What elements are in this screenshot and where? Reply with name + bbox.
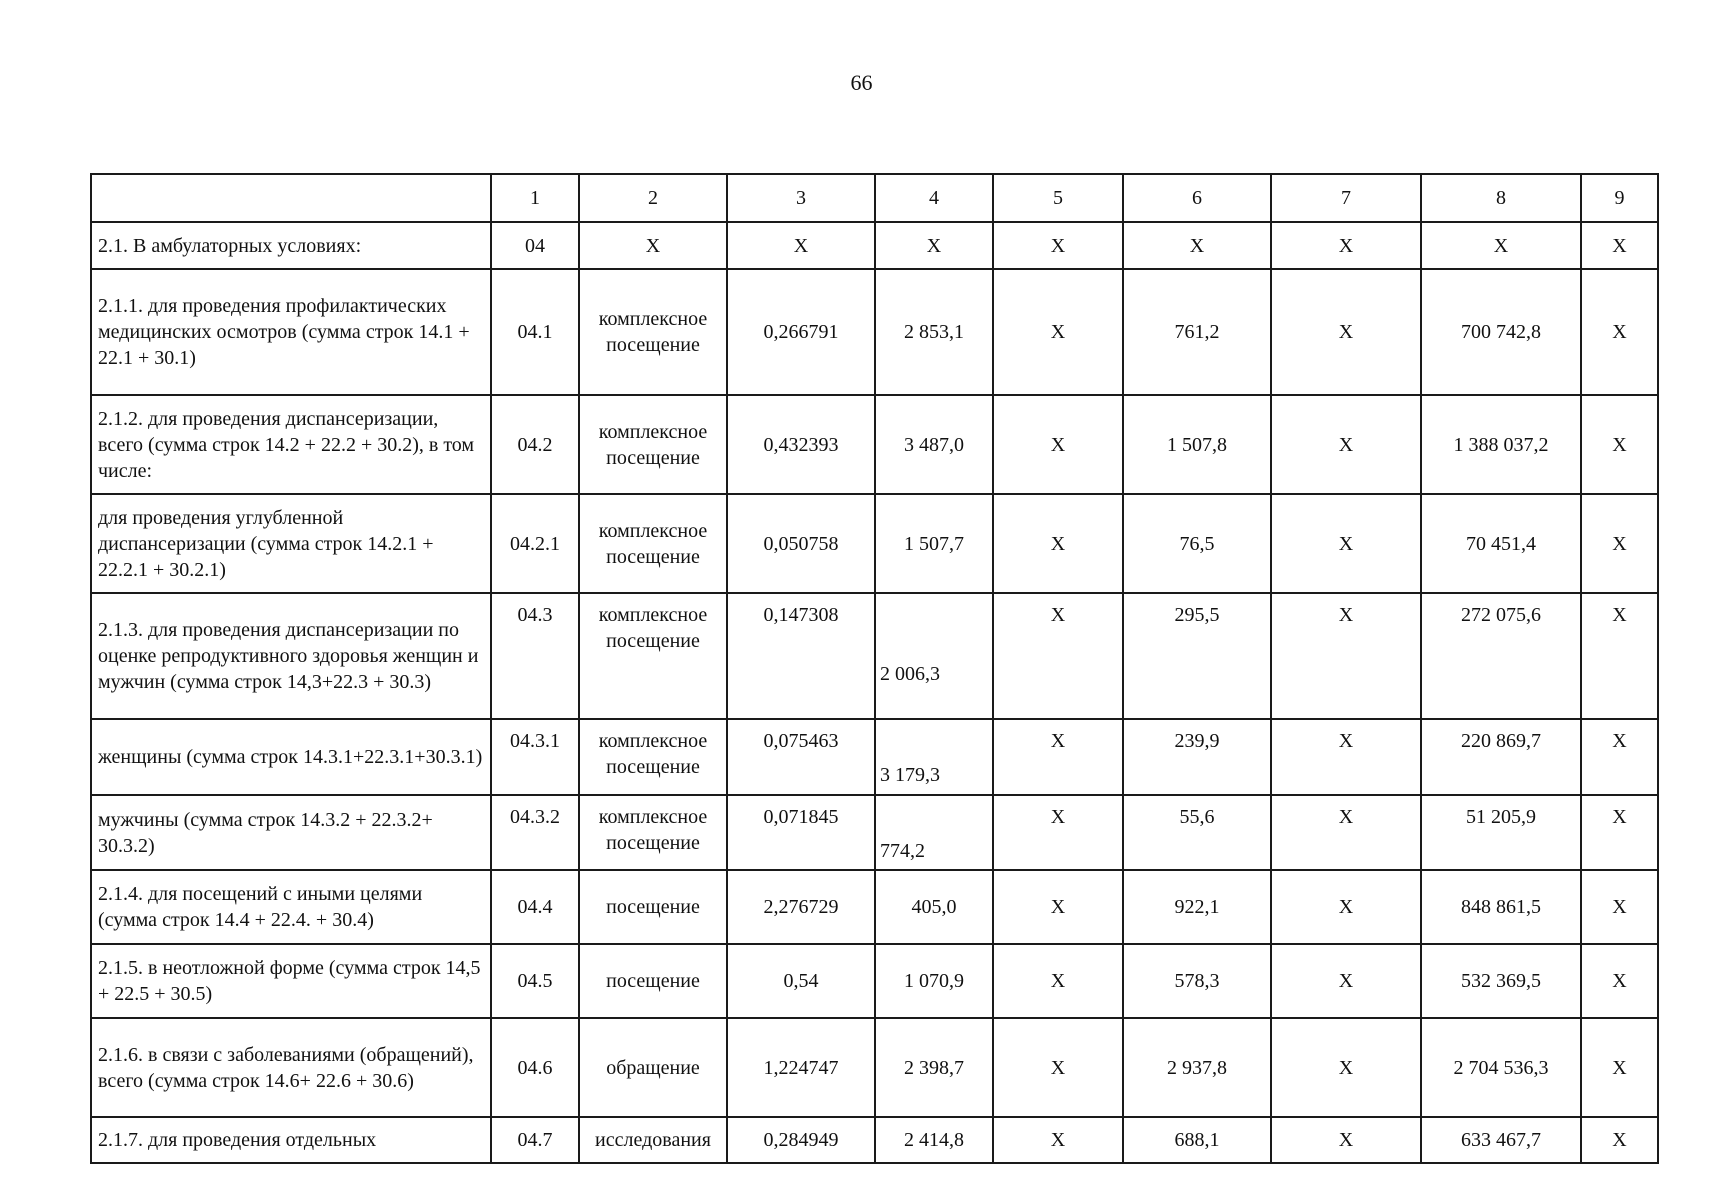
- cell-col-3: 0,54: [727, 944, 875, 1018]
- header-row: [91, 174, 1658, 222]
- cell-col-4: [875, 593, 993, 719]
- row-label: для проведения углубленной диспансеризации (сумма строк 14.2.1 + 22.2.1 + 30.2.1): [91, 494, 491, 593]
- cell-col-6: 55,6: [1123, 795, 1271, 870]
- row-label: 2.1.3. для проведения диспансеризации по оценке репродуктивного здоровья женщин и мужчин (сумма строк 14,3+22.3 + 30.3): [91, 593, 491, 719]
- cell-col-4: 1 070,9: [875, 944, 993, 1018]
- cell-value: 2 006,3: [880, 663, 940, 685]
- cell-col-9: X: [1581, 593, 1658, 719]
- cell-col-9: X: [1581, 269, 1658, 395]
- header-cell-1: 1: [491, 174, 579, 222]
- cell-col-4: 2 398,7: [875, 1018, 993, 1117]
- row-label: женщины (сумма строк 14.3.1+22.3.1+30.3.1): [91, 719, 491, 795]
- cell-col-2: посещение: [579, 870, 727, 944]
- cell-col-3: X: [727, 222, 875, 269]
- table-row: [91, 269, 1658, 395]
- row-label: мужчины (сумма строк 14.3.2 + 22.3.2+ 30.3.2): [91, 795, 491, 870]
- cell-col-7: X: [1271, 269, 1421, 395]
- cell-col-8: 633 467,7: [1421, 1117, 1581, 1163]
- cell-col-5: X: [993, 395, 1123, 494]
- cell-col-3: 0,071845: [727, 795, 875, 870]
- cell-col-2: обращение: [579, 1018, 727, 1117]
- cell-col-4: 2 853,1: [875, 269, 993, 395]
- cell-col-8: 848 861,5: [1421, 870, 1581, 944]
- cell-col-7: X: [1271, 719, 1421, 795]
- cell-col-7: X: [1271, 593, 1421, 719]
- cell-col-7: X: [1271, 795, 1421, 870]
- header-cell-0: [91, 174, 491, 222]
- table-row: [91, 944, 1658, 1018]
- cell-col-1: 04.2: [491, 395, 579, 494]
- cell-value: 774,2: [880, 839, 925, 862]
- cell-col-9: X: [1581, 719, 1658, 795]
- cell-col-7: X: [1271, 494, 1421, 593]
- cell-col-7: X: [1271, 222, 1421, 269]
- cell-col-1: 04.4: [491, 870, 579, 944]
- cell-col-8: 532 369,5: [1421, 944, 1581, 1018]
- cell-col-2: посещение: [579, 944, 727, 1018]
- cell-col-8: 220 869,7: [1421, 719, 1581, 795]
- cell-col-8: 2 704 536,3: [1421, 1018, 1581, 1117]
- cell-col-4: 405,0: [875, 870, 993, 944]
- cell-col-7: X: [1271, 395, 1421, 494]
- header-cell-8: 8: [1421, 174, 1581, 222]
- header-cell-9: 9: [1581, 174, 1658, 222]
- cell-col-8: 70 451,4: [1421, 494, 1581, 593]
- page-number: 66: [850, 70, 873, 95]
- header-cell-5: 5: [993, 174, 1123, 222]
- cell-col-3: 0,284949: [727, 1117, 875, 1163]
- cell-col-9: X: [1581, 1018, 1658, 1117]
- cell-col-7: X: [1271, 944, 1421, 1018]
- cell-col-1: 04.2.1: [491, 494, 579, 593]
- cell-col-5: X: [993, 494, 1123, 593]
- cell-col-2: X: [579, 222, 727, 269]
- cell-col-6: 2 937,8: [1123, 1018, 1271, 1117]
- row-label: 2.1.2. для проведения диспансеризации, всего (сумма строк 14.2 + 22.2 + 30.2), в том числе:: [91, 395, 491, 494]
- table-row: [91, 593, 1658, 719]
- cell-col-4: [875, 795, 993, 870]
- cell-col-5: X: [993, 719, 1123, 795]
- cell-col-3: 1,224747: [727, 1018, 875, 1117]
- header-cell-6: 6: [1123, 174, 1271, 222]
- cell-col-1: 04.5: [491, 944, 579, 1018]
- header-cell-2: 2: [579, 174, 727, 222]
- data-table: [90, 173, 1659, 1164]
- cell-col-9: X: [1581, 222, 1658, 269]
- cell-col-6: 761,2: [1123, 269, 1271, 395]
- cell-col-4: [875, 719, 993, 795]
- cell-col-2: исследования: [579, 1117, 727, 1163]
- table-row: [91, 494, 1658, 593]
- cell-col-1: 04.7: [491, 1117, 579, 1163]
- cell-col-3: 0,147308: [727, 593, 875, 719]
- table-row: [91, 719, 1658, 795]
- cell-col-8: 51 205,9: [1421, 795, 1581, 870]
- cell-col-2: комплексное посещение: [579, 719, 727, 795]
- cell-col-9: X: [1581, 795, 1658, 870]
- cell-col-5: X: [993, 870, 1123, 944]
- cell-col-6: X: [1123, 222, 1271, 269]
- cell-col-6: 1 507,8: [1123, 395, 1271, 494]
- cell-col-1: 04.3.1: [491, 719, 579, 795]
- cell-col-1: 04.6: [491, 1018, 579, 1117]
- cell-col-2: комплексное посещение: [579, 494, 727, 593]
- header-cell-7: 7: [1271, 174, 1421, 222]
- cell-col-2: комплексное посещение: [579, 795, 727, 870]
- cell-col-3: 0,050758: [727, 494, 875, 593]
- table-row: [91, 870, 1658, 944]
- cell-col-5: X: [993, 1018, 1123, 1117]
- cell-col-5: X: [993, 795, 1123, 870]
- header-cell-3: 3: [727, 174, 875, 222]
- row-label: 2.1.6. в связи с заболеваниями (обращений), всего (сумма строк 14.6+ 22.6 + 30.6): [91, 1018, 491, 1117]
- cell-col-4: X: [875, 222, 993, 269]
- table-row: [91, 1117, 1658, 1163]
- cell-col-4: 2 414,8: [875, 1117, 993, 1163]
- row-label: 2.1.4. для посещений с иными целями (сумма строк 14.4 + 22.4. + 30.4): [91, 870, 491, 944]
- table-row: [91, 1018, 1658, 1117]
- cell-col-8: 272 075,6: [1421, 593, 1581, 719]
- cell-col-3: 2,276729: [727, 870, 875, 944]
- cell-col-3: 0,075463: [727, 719, 875, 795]
- cell-col-6: 76,5: [1123, 494, 1271, 593]
- cell-col-1: 04.1: [491, 269, 579, 395]
- cell-col-3: 0,432393: [727, 395, 875, 494]
- cell-col-3: 0,266791: [727, 269, 875, 395]
- table-row: [91, 795, 1658, 870]
- cell-col-7: X: [1271, 870, 1421, 944]
- cell-col-7: X: [1271, 1117, 1421, 1163]
- cell-col-4: 1 507,7: [875, 494, 993, 593]
- cell-col-7: X: [1271, 1018, 1421, 1117]
- row-label: 2.1.5. в неотложной форме (сумма строк 14,5 + 22.5 + 30.5): [91, 944, 491, 1018]
- cell-col-2: комплексное посещение: [579, 395, 727, 494]
- cell-col-6: 578,3: [1123, 944, 1271, 1018]
- table-row: [91, 395, 1658, 494]
- cell-col-8: 1 388 037,2: [1421, 395, 1581, 494]
- cell-col-5: X: [993, 1117, 1123, 1163]
- cell-col-6: 922,1: [1123, 870, 1271, 944]
- cell-col-2: комплексное посещение: [579, 593, 727, 719]
- cell-col-4: 3 487,0: [875, 395, 993, 494]
- cell-col-5: X: [993, 944, 1123, 1018]
- cell-col-1: 04.3: [491, 593, 579, 719]
- cell-col-1: 04: [491, 222, 579, 269]
- row-label: 2.1. В амбулаторных условиях:: [91, 222, 491, 269]
- cell-col-8: 700 742,8: [1421, 269, 1581, 395]
- header-cell-4: 4: [875, 174, 993, 222]
- cell-col-9: X: [1581, 944, 1658, 1018]
- row-label: 2.1.1. для проведения профилактических медицинских осмотров (сумма строк 14.1 + 22.1 + 30.1): [91, 269, 491, 395]
- cell-col-6: 239,9: [1123, 719, 1271, 795]
- cell-col-9: X: [1581, 395, 1658, 494]
- cell-col-9: X: [1581, 1117, 1658, 1163]
- cell-col-6: 688,1: [1123, 1117, 1271, 1163]
- cell-col-9: X: [1581, 870, 1658, 944]
- cell-value: 3 179,3: [880, 764, 940, 786]
- cell-col-1: 04.3.2: [491, 795, 579, 870]
- cell-col-2: комплексное посещение: [579, 269, 727, 395]
- cell-col-6: 295,5: [1123, 593, 1271, 719]
- cell-col-5: X: [993, 593, 1123, 719]
- cell-col-8: X: [1421, 222, 1581, 269]
- table-row: [91, 222, 1658, 269]
- cell-col-5: X: [993, 269, 1123, 395]
- cell-col-9: X: [1581, 494, 1658, 593]
- cell-col-5: X: [993, 222, 1123, 269]
- row-label: 2.1.7. для проведения отдельных: [91, 1117, 491, 1163]
